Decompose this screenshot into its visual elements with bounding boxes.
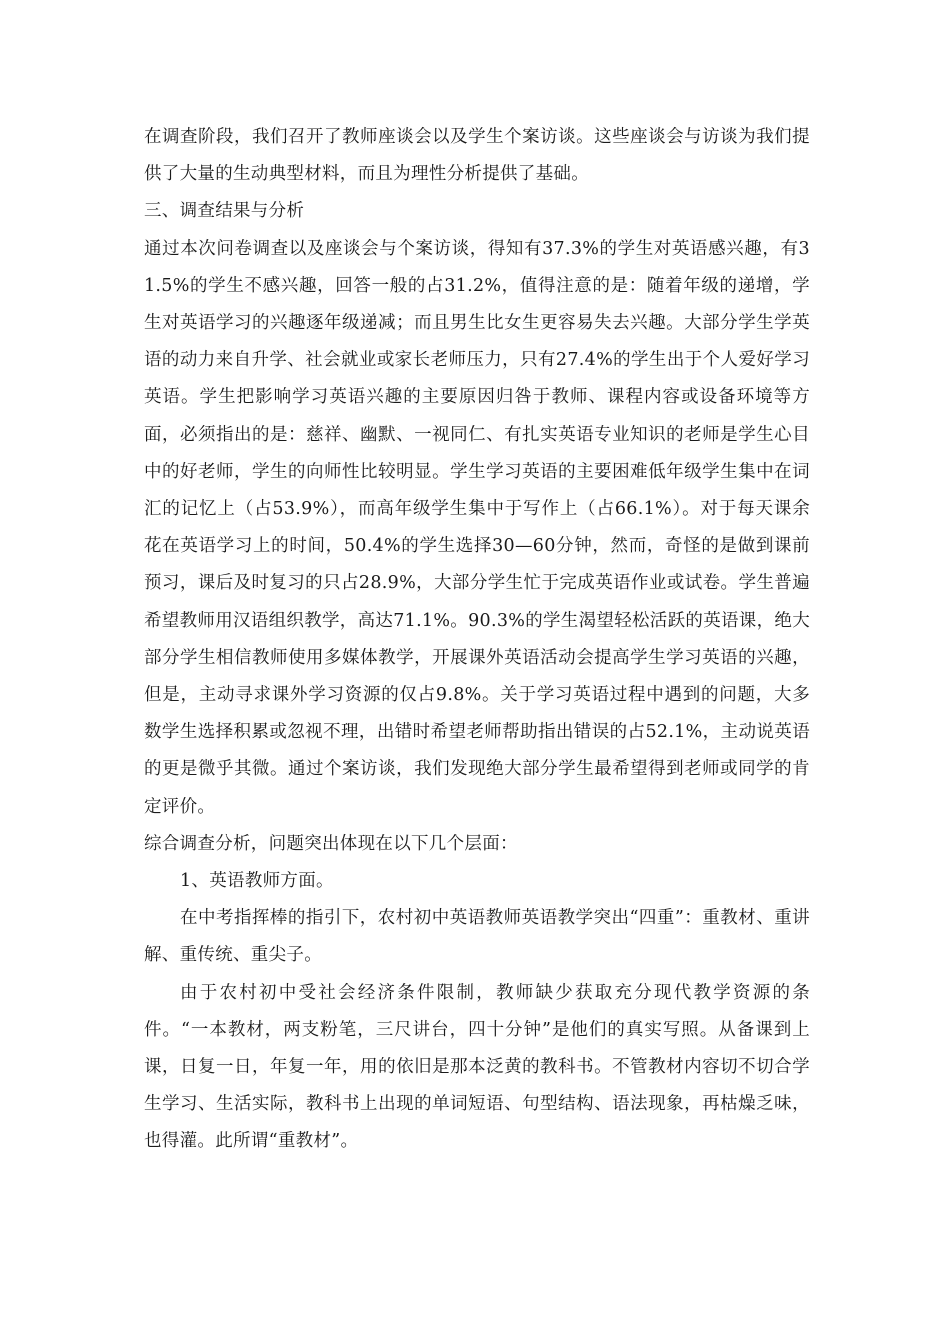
document-page	[144, 119, 810, 1161]
section-heading-results: 三、调查结果与分析	[144, 201, 305, 222]
paragraph-results: 通过本次问卷调查以及座谈会与个案访谈，得知有37.3%的学生对英语感兴趣，有31.5%的学生不感兴趣，回答一般的占31.2%，值得注意的是：随着年级的递增，学生对英语学习的兴趣逐年级递减；而且男生比女生更容易失去兴趣。大部分学生学英语的动力来自升学、社会就业或家长老师压力，只有27.4%的学生出于个人爱好学习英语。学生把影响学习英语兴趣的主要原因归咎于教师、课程内容或设备环境等方面，必须指出的是：慈祥、幽默、一视同仁、有扎实英语专业知识的老师是学生心目中的好老师，学生的向师性比较明显。学生学习英语的主要困难低年级学生集中在词汇的记忆上（占53.9%），而高年级学生集中于写作上（占66.1%）。对于每天课余花在英语学习上的时间，50.4%的学生选择30—60分钟，然而，奇怪的是做到课前预习，课后及时复习的只占28.9%，大部分学生忙于完成英语作业或试卷。学生普遍希望教师用汉语组织教学，高达71.1%。90.3%的学生渴望轻松活跃的英语课，绝大部分学生相信教师使用多媒体教学，开展课外英语活动会提高学生学习英语的兴趣，但是，主动寻求课外学习资源的仅占9.8%。关于学习英语过程中遇到的问题，大多数学生选择积累或忽视不理，出错时希望老师帮助指出错误的占52.1%，主动说英语的更是微乎其微。通过个案访谈，我们发现绝大部分学生最希望得到老师或同学的肯定评价。	[144, 238, 810, 817]
paragraph-survey-stage: 在调查阶段，我们召开了教师座谈会以及学生个案访谈。这些座谈会与访谈为我们提供了大量的生动典型材料，而且为理性分析提供了基础。	[144, 127, 810, 185]
paragraph-summary-intro: 综合调查分析，问题突出体现在以下几个层面：	[144, 833, 518, 854]
paragraph-textbook-emphasis: 由于农村初中受社会经济条件限制，教师缺少获取充分现代教学资源的条件。“一本教材，两支粉笔，三尺讲台，四十分钟”是他们的真实写照。从备课到上课，日复一日，年复一年，用的依旧是那本泛黄的教科书。不管教材内容切不切合学生学习、生活实际，教科书上出现的单词短语、句型结构、语法现象，再枯燥乏味，也得灌。此所谓“重教材”。	[144, 982, 810, 1152]
paragraph-four-emphases: 在中考指挥棒的指引下，农村初中英语教师英语教学突出“四重”：重教材、重讲解、重传统、重尖子。	[144, 908, 810, 966]
subheading-teachers: 1、英语教师方面。	[180, 871, 334, 892]
